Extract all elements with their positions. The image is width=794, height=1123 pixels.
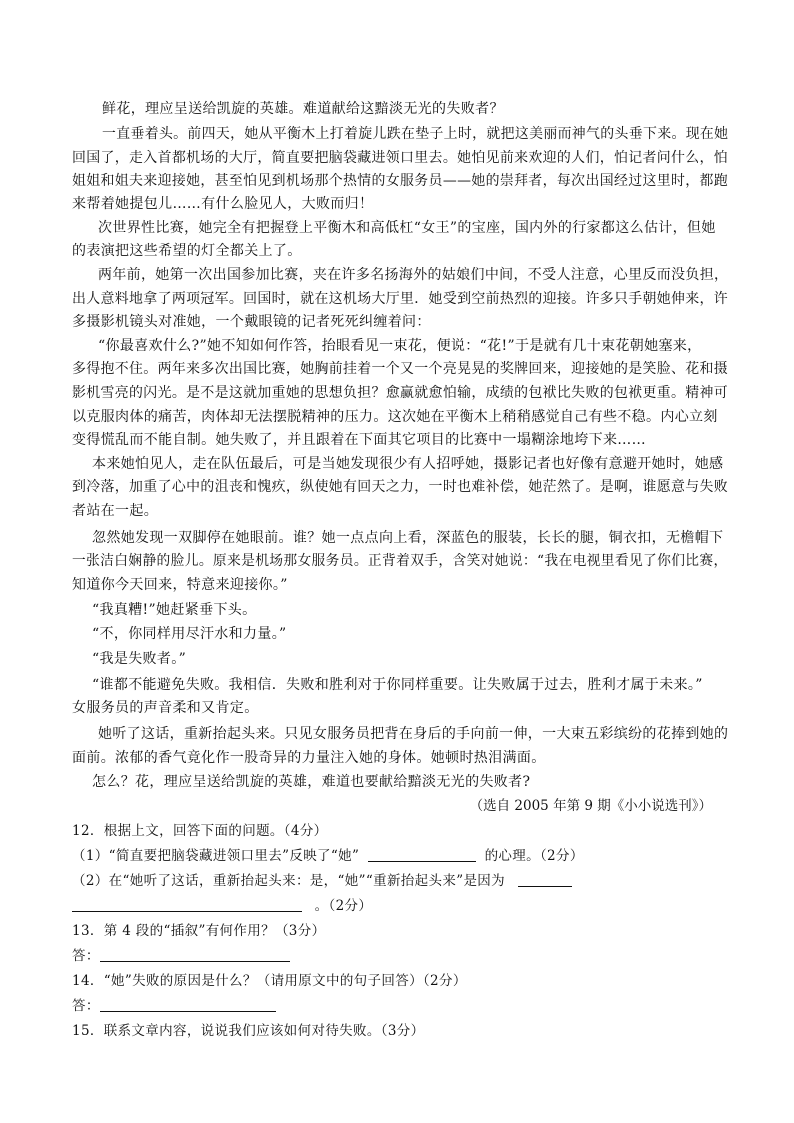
passage-line: 回国了，走入首都机场的大厅，简直要把脑袋藏进领口里去。她怕见前来欢迎的人们，怕记者问什么，怕 [72,150,729,166]
question-12-2-continued [72,898,372,915]
passage-line: 以克服肉体的痛苦，肉体却无法摆脱精神的压力。这次她在平衡木上稍稍感觉自己有些不稳。内心立刻 [72,409,718,425]
question-12-1 [72,848,584,865]
question-12-1-text: （1）“简直要把脑袋藏进领口里去”反映了“她” [72,848,360,864]
passage-line: “谁都不能避免失败。我相信．失败和胜利对于你同样重要。让失败属于过去，胜利才属于未来。” [92,677,703,693]
answer-blank[interactable] [100,948,290,962]
question-12-2-text: （2）在“她听了这话，重新抬起头来：是，“她”“重新抬起头来”是因为 [72,873,505,889]
passage-line: 女服务员的声音柔和又肯定。 [72,700,259,716]
question-12: 12．根据上文，回答下面的问题。（4分） [72,823,328,839]
passage-line: “不，你同样用尽汗水和力量。” [92,626,287,642]
passage-line: 多摄影机镜头对准她，一个戴眼镜的记者死死纠缠着问： [72,314,431,330]
passage-line: 姐姐和姐夫来迎接她，甚至怕见到机场那个热情的女服务员——她的崇拜者，每次出国经过这里时，都跑 [72,173,729,189]
passage-line: “你最喜欢什么?”她不知如何作答，抬眼看见一束花，便说：“花!”于是就有几十束花朝她塞来， [98,338,702,354]
passage-line: 怎么？花，理应呈送给凯旋的英雄，难道也要献给黯淡无光的失败者? [92,774,531,790]
passage-line: 多得抱不住。两年来多次出国比赛，她胸前挂着一个又一个亮晃晃的奖牌回来，迎接她的是笑脸、花和摄 [72,361,729,377]
source-citation: （选自 2005 年第 9 期《小小说选刊》） [469,798,712,814]
answer-blank[interactable] [518,873,572,887]
passage-line: 面前。浓郁的香气竟化作一股奇异的力量注入她的身体。她顿时热泪满面。 [72,750,546,766]
passage-line: 的表演把这些希望的灯全都关上了。 [72,243,302,259]
passage-line: 次世界性比赛，她完全有把握登上平衡木和高低杠“女王”的宝座，国内外的行家都这么估计，但她 [98,220,716,236]
passage-line: “我是失败者。” [92,651,187,667]
passage-line: 鲜花，理应呈送给凯旋的英雄。难道献给这黯淡无光的失败者？ [102,101,504,117]
question-14: 14．“她”失败的原因是什么？（请用原文中的句子回答）（2分） [72,973,467,989]
passage-line: 知道你今天回来，特意来迎接你。” [72,577,288,593]
passage-line: 一直垂着头。前四天，她从平衡木上打着旋儿跌在垫子上时，就把这美丽而神气的头垂下来。现在她 [102,126,729,142]
passage-line: 一张洁白娴静的脸儿。原来是机场那女服务员。正背着双手，含笑对她说：“我在电视里看见了你们比赛， [72,553,728,569]
answer-label: 答： [72,998,100,1014]
question-12-1-text-end: 的心理。（2分） [484,848,584,864]
answer-blank[interactable] [368,848,476,862]
question-12-2-end: 。（2分） [314,898,373,914]
passage-line: “我真糟!”她赶紧垂下头。 [92,602,257,618]
passage-line: 本来她怕见人，走在队伍最后，可是当她发现很少有人招呼她，摄影记者也好像有意避开她时，她感 [92,456,724,472]
passage-line: 来帮着她提包儿……有什么脸见人，大败而归！ [72,196,374,212]
answer-13 [72,948,290,965]
passage-line: 她听了这话，重新抬起头来。只见女服务员把背在身后的手向前一伸，一大束五彩缤纷的花捧到她的 [98,726,729,742]
question-15: 15．联系文章内容，说说我们应该如何对待失败。（3分） [72,1023,425,1039]
question-13: 13．第 4 段的“插叙”有何作用？（3分） [72,923,326,939]
passage-line: 影机雪亮的闪光。是不是这就加重她的思想负担？愈赢就愈怕输，成绩的包袱比失败的包袱更重。精神可 [72,385,729,401]
answer-blank[interactable] [72,898,302,912]
passage-line: 变得慌乱而不能自制。她失败了，并且跟着在下面其它项目的比赛中一塌糊涂地垮下来…… [72,432,646,448]
passage-line: 出人意料地拿了两项冠军。回国时，就在这机场大厅里．她受到空前热烈的迎接。许多只手朝她伸来，许 [72,291,729,307]
passage-line: 者站在一起。 [72,503,159,519]
passage-line: 忽然她发现一双脚停在她眼前。谁？她一点点向上看，深蓝色的服装，长长的腿，铜衣扣，无檐帽下 [92,530,724,546]
passage-line: 到冷落，加重了心中的沮丧和愧疚，纵使她有回天之力，一时也难补偿，她茫然了。是啊，谁愿意与失败 [72,479,729,495]
answer-label: 答： [72,948,100,964]
answer-blank[interactable] [100,998,276,1012]
answer-14 [72,998,276,1015]
question-12-2 [72,873,572,890]
passage-line: 两年前，她第一次出国参加比赛，夹在许多名扬海外的姑娘们中间，不受人注意，心里反而没负担， [98,267,729,283]
